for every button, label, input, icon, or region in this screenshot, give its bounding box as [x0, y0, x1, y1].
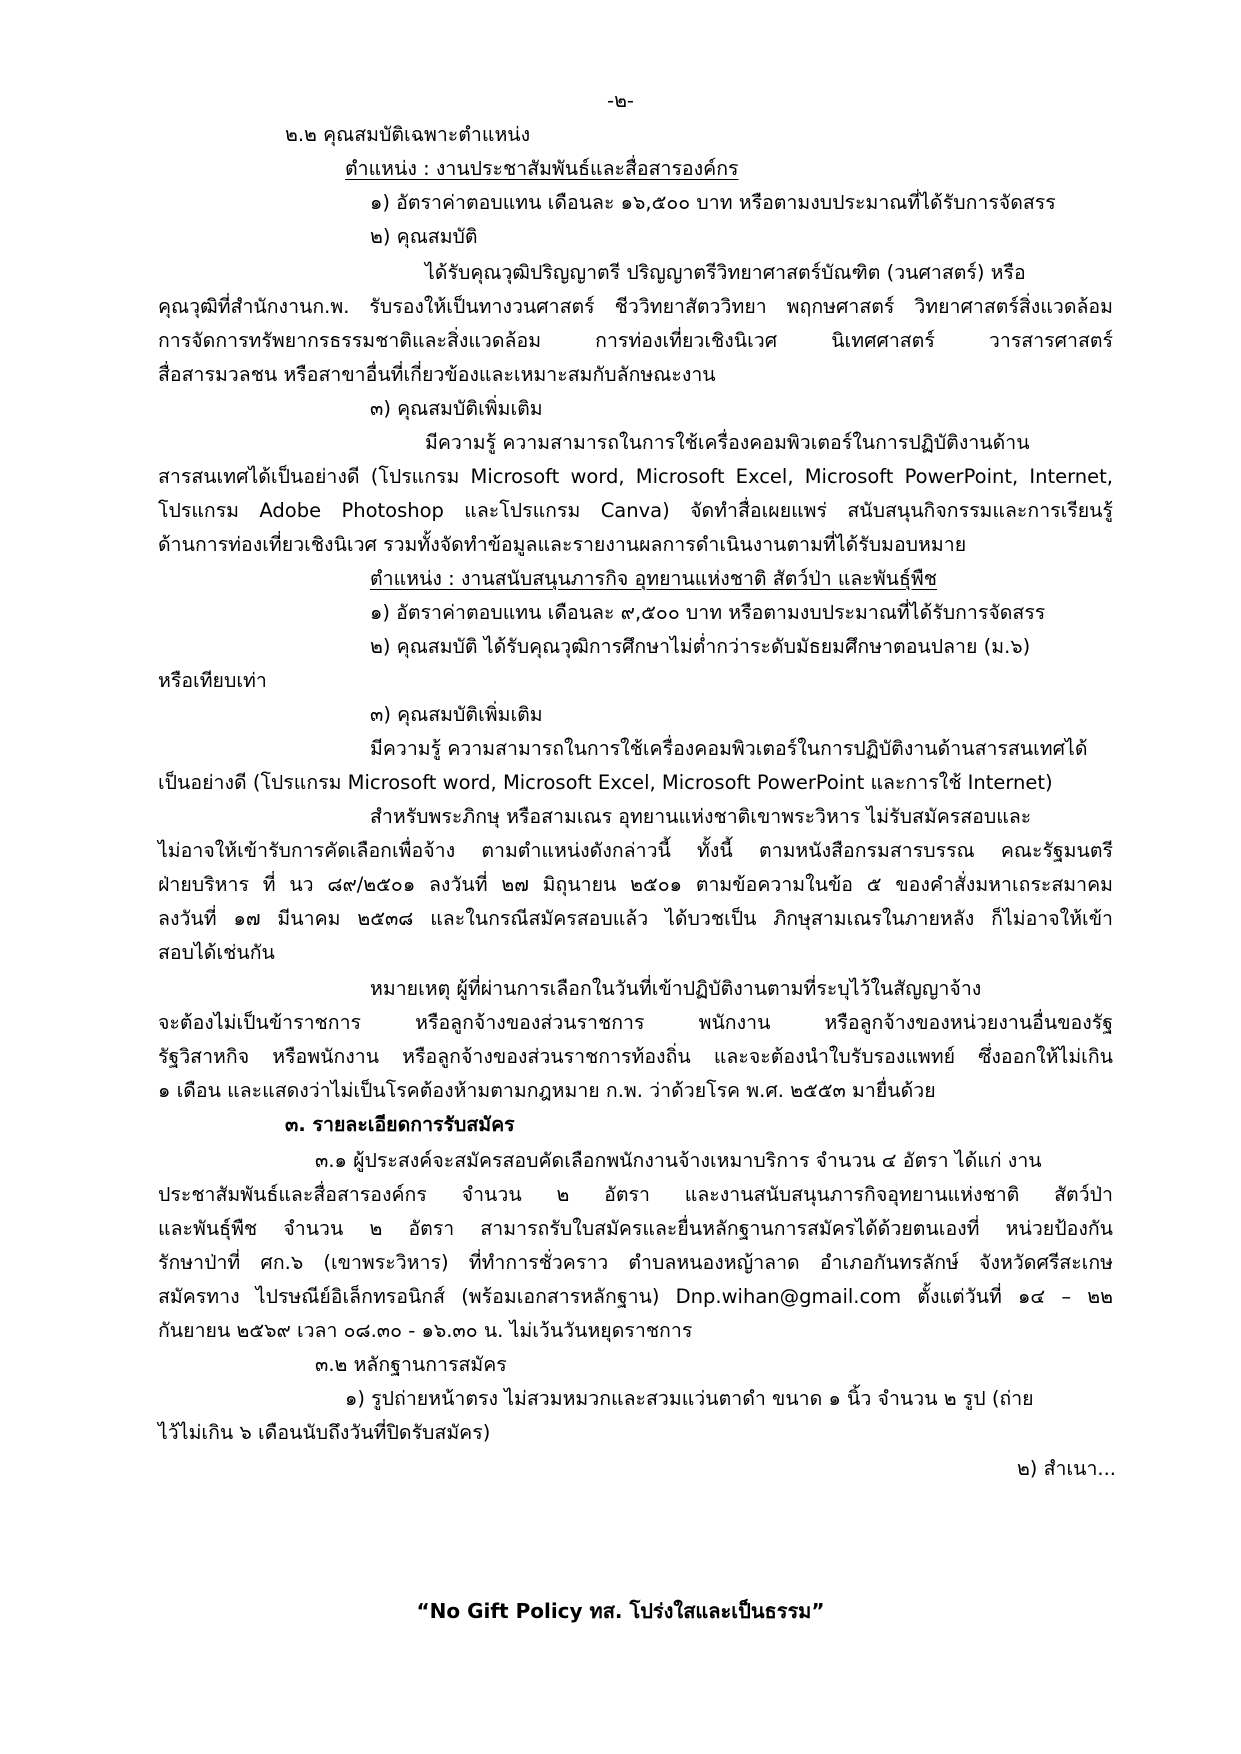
- position-1-title: ตำแหน่ง : งานประชาสัมพันธ์และสื่อสารองค์กร: [345, 157, 739, 180]
- remark-line: จะต้องไม่เป็นข้าราชการ หรือลูกจ้างของส่วนราชการ พนักงาน หรือลูกจ้างของหน่วยงานอื่นของรัฐ: [158, 1011, 1113, 1034]
- section-3-2-1-line: ๑) รูปถ่ายหน้าตรง ไม่สวมหมวกและสวมแว่นตาดำ ขนาด ๑ นิ้ว จำนวน ๒ รูป (ถ่าย: [345, 1387, 1034, 1410]
- section-3-2-1-line: ไว้ไม่เกิน ๖ เดือนนับถึงวันที่ปิดรับสมัคร): [158, 1421, 491, 1444]
- remark-line: รัฐวิสาหกิจ หรือพนักงาน หรือลูกจ้างของส่วนราชการท้องถิ่น และจะต้องนำใบรับรองแพทย์ ซึ่งออกให้ไม่เกิน: [158, 1045, 1113, 1068]
- remark-line: หมายเหตุ ผู้ที่ผ่านการเลือกในวันที่เข้าปฏิบัติงานตามที่ระบุไว้ในสัญญาจ้าง: [370, 977, 982, 1000]
- section-3-1-line: รักษาป่าที่ ศก.๖ (เขาพระวิหาร) ที่ทำการชั่วคราว ตำบลหนองหญ้าลาด อำเภอกันทรลักษ์ จังหวัดศรีสะเกษ: [158, 1251, 1113, 1274]
- position-2-salary: ๑) อัตราค่าตอบแทน เดือนละ ๙,๕๐๐ บาท หรือตามงบประมาณที่ได้รับการจัดสรร: [370, 601, 1046, 624]
- position-1-qualification-label: ๒) คุณสมบัติ: [370, 225, 478, 248]
- position-2-title: ตำแหน่ง : งานสนับสนุนภารกิจ อุทยานแห่งชาติ สัตว์ป่า และพันธุ์พืช: [370, 567, 938, 590]
- position-1-extra-line: ด้านการท่องเที่ยวเชิงนิเวศ รวมทั้งจัดทำข้อมูลและรายงานผลการดำเนินงานตามที่ได้รับมอบหมาย: [158, 533, 967, 556]
- position-1-extra-line: มีความรู้ ความสามารถในการใช้เครื่องคอมพิวเตอร์ในการปฏิบัติงานด้าน: [425, 431, 1030, 454]
- position-1-extra-label: ๓) คุณสมบัติเพิ่มเติม: [370, 397, 543, 420]
- position-1-extra-line: สารสนเทศได้เป็นอย่างดี (โปรแกรม Microsoft word, Microsoft Excel, Microsoft PowerPoint, Internet,: [158, 465, 1113, 488]
- monk-note-line: ลงวันที่ ๑๗ มีนาคม ๒๕๓๘ และในกรณีสมัครสอบแล้ว ได้บวชเป็น ภิกษุสามเณรในภายหลัง ก็ไม่อาจให้เข้า: [158, 907, 1113, 930]
- remark-line: ๑ เดือน และแสดงว่าไม่เป็นโรคต้องห้ามตามกฎหมาย ก.พ. ว่าด้วยโรค พ.ศ. ๒๕๕๓ มายื่นด้วย: [158, 1079, 936, 1102]
- position-1-salary: ๑) อัตราค่าตอบแทน เดือนละ ๑๖,๕๐๐ บาท หรือตามงบประมาณที่ได้รับการจัดสรร: [370, 191, 1056, 214]
- position-1-extra-line: โปรแกรม Adobe Photoshop และโปรแกรม Canva) จัดทำสื่อเผยแพร่ สนับสนุนกิจกรรมและการเรียนรู้: [158, 499, 1113, 522]
- section-3-1-line: กันยายน ๒๕๖๙ เวลา ๐๘.๓๐ - ๑๖.๓๐ น. ไม่เว้นวันหยุดราชการ: [158, 1319, 693, 1342]
- position-1-qualification-line: คุณวุฒิที่สำนักงานก.พ. รับรองให้เป็นทางวนศาสตร์ ชีววิทยาสัตววิทยา พฤกษศาสตร์ วิทยาศาสตร์สิ่งแวดล้อม: [158, 295, 1113, 318]
- section-3-1-line: ๓.๑ ผู้ประสงค์จะสมัครสอบคัดเลือกพนักงานจ้างเหมาบริการ จำนวน ๔ อัตรา ได้แก่ งาน: [315, 1149, 1042, 1172]
- position-2-extra-label: ๓) คุณสมบัติเพิ่มเติม: [370, 703, 543, 726]
- monk-note-line: ไม่อาจให้เข้ารับการคัดเลือกเพื่อจ้าง ตามตำแหน่งดังกล่าวนี้ ทั้งนี้ ตามหนังสือกรมสารบรรณ คณะรัฐมนตรี: [158, 839, 1113, 862]
- section-2-2-heading: ๒.๒ คุณสมบัติเฉพาะตำแหน่ง: [285, 123, 531, 146]
- position-2-extra-line: มีความรู้ ความสามารถในการใช้เครื่องคอมพิวเตอร์ในการปฏิบัติงานด้านสารสนเทศได้: [370, 737, 1088, 760]
- section-3-2-heading: ๓.๒ หลักฐานการสมัคร: [315, 1353, 507, 1376]
- monk-note-line: สำหรับพระภิกษุ หรือสามเณร อุทยานแห่งชาติเขาพระวิหาร ไม่รับสมัครสอบและ: [370, 805, 1032, 828]
- position-2-extra-line: เป็นอย่างดี (โปรแกรม Microsoft word, Microsoft Excel, Microsoft PowerPoint และการใช้ Internet): [158, 771, 1053, 794]
- monk-note-line: ฝ่ายบริหาร ที่ นว ๘๙/๒๕๐๑ ลงวันที่ ๒๗ มิถุนายน ๒๕๐๑ ตามข้อความในข้อ ๕ ของคำสั่งมหาเถระสมาคม: [158, 873, 1113, 896]
- position-1-qualification-line: การจัดการทรัพยากรธรรมชาติและสิ่งแวดล้อม การท่องเที่ยวเชิงนิเวศ นิเทศศาสตร์ วารสารศาสตร์: [158, 329, 1113, 352]
- section-3-heading: ๓. รายละเอียดการรับสมัคร: [285, 1113, 515, 1136]
- position-1-qualification-line: ได้รับคุณวุฒิปริญญาตรี ปริญญาตรีวิทยาศาสตร์บัณฑิต (วนศาสตร์) หรือ: [425, 261, 1026, 284]
- monk-note-line: สอบได้เช่นกัน: [158, 941, 275, 964]
- position-2-qualification-cont: หรือเทียบเท่า: [158, 669, 267, 692]
- section-3-1-line: สมัครทาง ไปรษณีย์อิเล็กทรอนิกส์ (พร้อมเอกสารหลักฐาน) Dnp.wihan@gmail.com ตั้งแต่วันที่ ๑๔ – ๒๒: [158, 1285, 1113, 1308]
- footer-policy: “No Gift Policy ทส. โปร่งใสและเป็นธรรม”: [416, 1599, 825, 1623]
- continued-marker: ๒) สำเนา...: [1016, 1457, 1116, 1480]
- position-1-qualification-line: สื่อสารมวลชน หรือสาขาอื่นที่เกี่ยวข้องและเหมาะสมกับลักษณะงาน: [158, 363, 716, 386]
- section-3-1-line: ประชาสัมพันธ์และสื่อสารองค์กร จำนวน ๒ อัตรา และงานสนับสนุนภารกิจอุทยานแห่งชาติ สัตว์ป่า: [158, 1183, 1113, 1206]
- position-2-qualification: ๒) คุณสมบัติ ได้รับคุณวุฒิการศึกษาไม่ต่ำกว่าระดับมัธยมศึกษาตอนปลาย (ม.๖): [370, 635, 1031, 658]
- section-3-1-line: และพันธุ์พืช จำนวน ๒ อัตรา สามารถรับใบสมัครและยื่นหลักฐานการสมัครได้ด้วยตนเองที่ หน่วยป้องกัน: [158, 1217, 1113, 1240]
- page-number: -๒-: [607, 89, 634, 112]
